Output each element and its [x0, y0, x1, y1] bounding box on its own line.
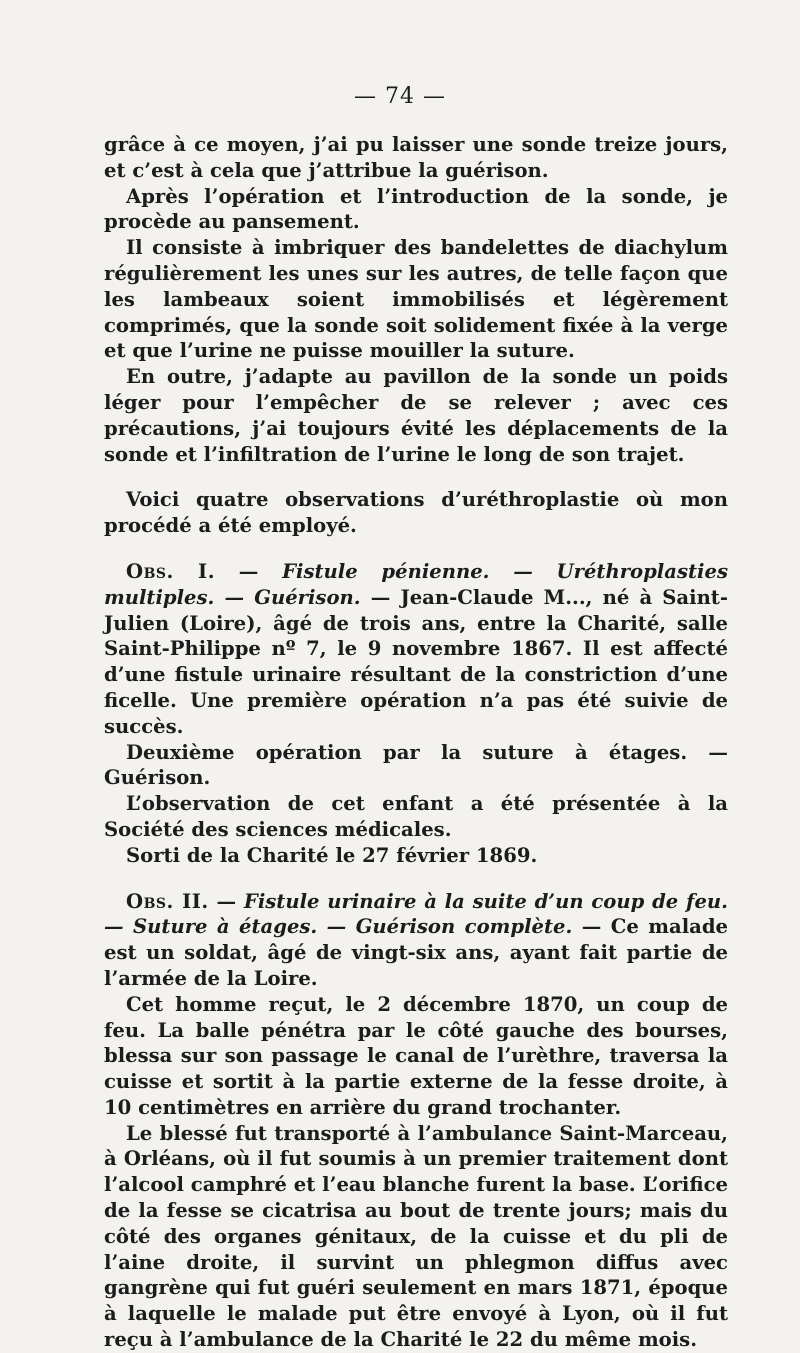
- obs-1-paragraph-4: Sorti de la Charité le 27 février 1869.: [126, 843, 538, 867]
- paragraph-3: Il consiste à imbriquer des bandelettes de diachylum régulièrement les unes sur les autres, de telle façon que les lambeaux soient immobilisés et légèrement comprimés, que la sonde soit solidement fixée à la verge et que l’urine ne puisse mouiller la suture.: [104, 236, 728, 363]
- paragraph-4: En outre, j’adapte au pavillon de la sonde un poids léger pour l’empêcher de se relever ; avec ces précautions, j’ai toujours évité les déplacements de la sonde et l’infiltration de l’urine le long de son trajet.: [104, 365, 728, 466]
- obs-1-paragraph-2: Deuxième opération par la suture à étages. — Guérison.: [104, 740, 728, 790]
- obs-2-label: Obs. II.: [126, 889, 209, 913]
- obs-1-label: Obs. I.: [126, 559, 216, 583]
- obs-2-intro: [104, 889, 728, 992]
- page-body: [104, 132, 728, 1353]
- paragraph-1: grâce à ce moyen, j’ai pu laisser une sonde treize jours, et c’est à cela que j’attribue la guérison.: [104, 133, 728, 182]
- obs-1-paragraph-3: L’observation de cet enfant a été présentée à la Société des sciences médicales.: [104, 792, 728, 841]
- obs-2-text: — Ce malade est un soldat, âgé de vingt-six ans, ayant fait partie de l’armée de la Loire.: [104, 915, 729, 990]
- obs-2-paragraph-2: Cet homme reçut, le 2 décembre 1870, un coup de feu. La balle pénétra par le côté gauche des bourses, blessa sur son passage le canal de l’urèthre, traversa la cuisse et sortit à la partie externe de la fesse droite, à 10 centimètres en arrière du grand trochanter.: [104, 992, 728, 1119]
- obs-2-separator: —: [208, 889, 244, 913]
- obs-1-title: Fistule pénienne. — Uréthroplasties multiples. — Guérison.: [104, 559, 728, 609]
- paragraph-2: Après l’opération et l’introduction de la sonde, je procède au pansement.: [104, 184, 728, 234]
- obs-2-paragraph-3: Le blessé fut transporté à l’ambulance Saint-Marceau, à Orléans, où il fut soumis à un premier traitement dont l’alcool camphré et l’eau blanche furent la base. L’orifice de la fesse se cicatrisa au bout de trente jours; mais du côté des organes génitaux, de la cuisse et du pli de l’aine droite, il survint un phlegmon diffus avec gangrène qui fut guéri seulement en mars 1871, époque à laquelle le malade put être envoyé à Lyon, où il fut reçu à l’ambulance de la Charité le 22 du même mois.: [104, 1121, 728, 1352]
- page-number: — 74 —: [354, 84, 446, 109]
- obs-1-separator: —: [215, 559, 283, 583]
- paragraph-5: Voici quatre observations d’uréthroplastie où mon procédé a été employé.: [104, 488, 728, 538]
- obs-2-title: Fistule urinaire à la suite d’un coup de feu. — Suture à étages. — Guérison complète.: [104, 889, 728, 939]
- obs-1-text: — Jean-Claude M..., né à Saint-Julien (Loire), âgé de trois ans, entre la Charité, salle Saint-Philippe nº 7, le 9 novembre 1867. Il est affecté d’une fistule urinaire résultant de la constriction d’une ficelle. Une première opération n’a pas été suivie de succès.: [104, 585, 728, 738]
- obs-1-intro: [104, 559, 728, 740]
